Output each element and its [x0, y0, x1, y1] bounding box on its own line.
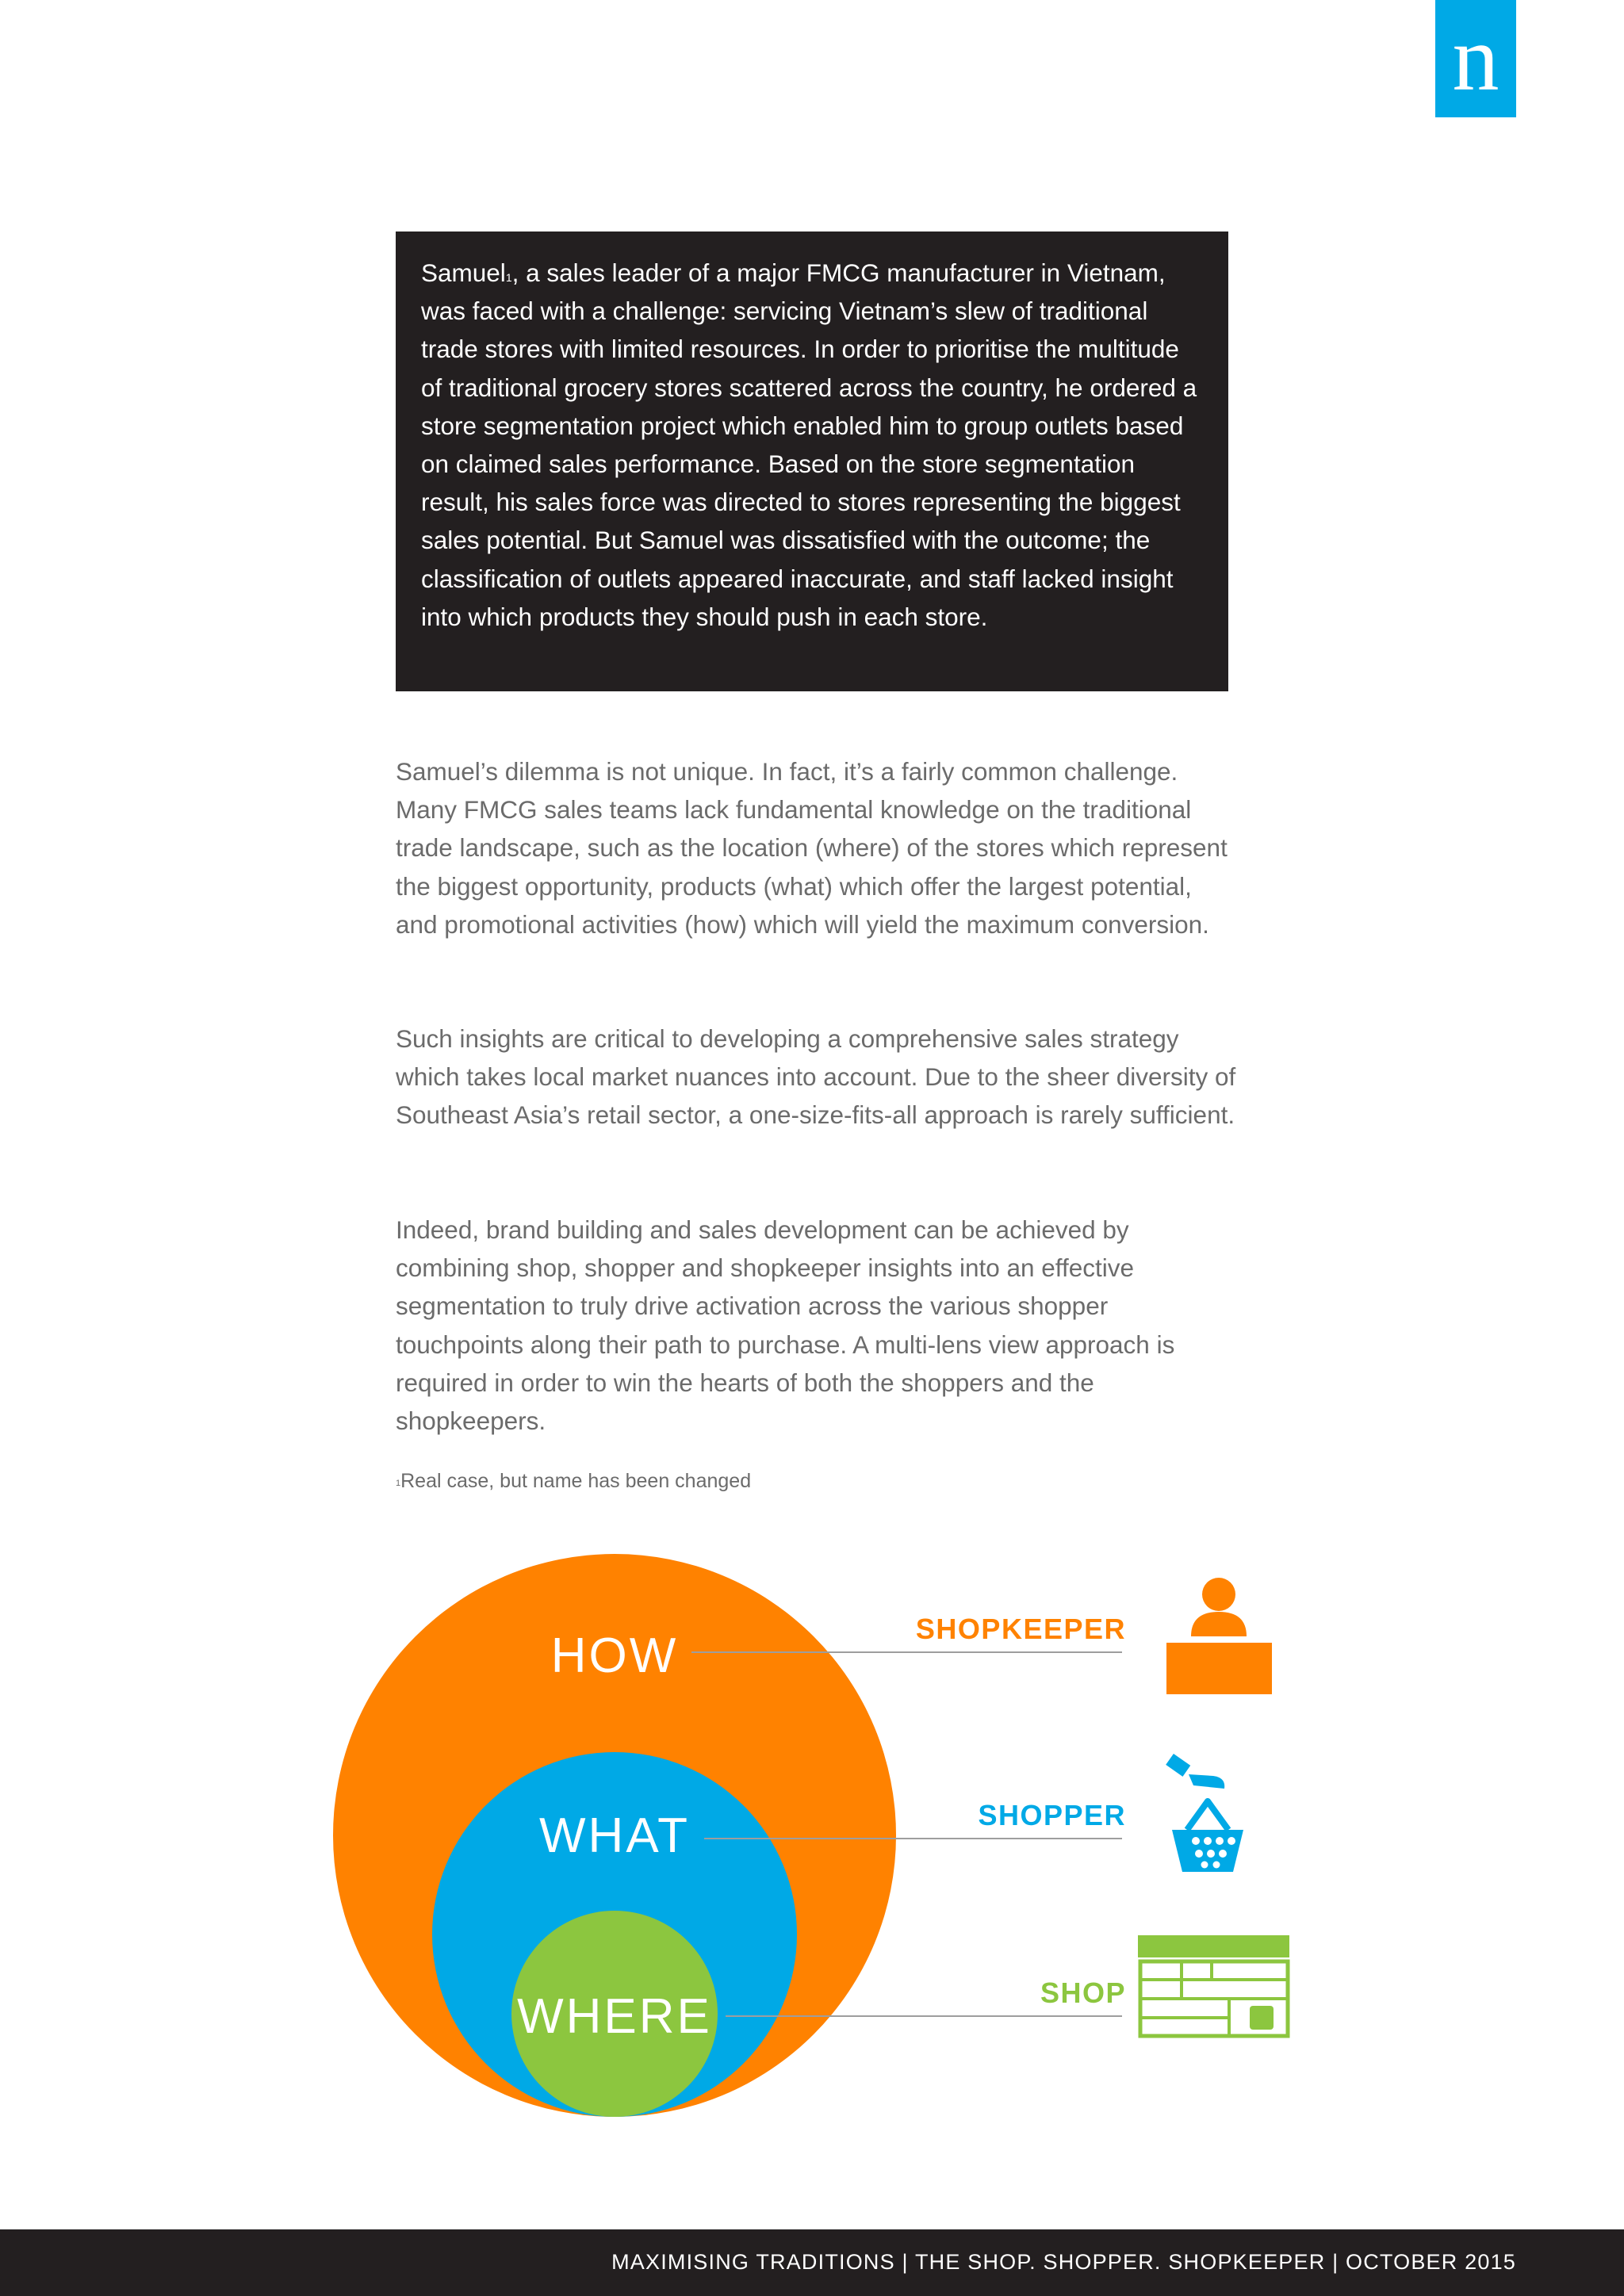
- shop-label: SHOP: [1040, 1976, 1126, 2009]
- where-label: WHERE: [517, 1989, 712, 2044]
- page-footer: [0, 2229, 1624, 2296]
- callout-footnote-marker: 1: [505, 271, 512, 284]
- footer-text: MAXIMISING TRADITIONS | THE SHOP. SHOPPER. SHOPKEEPER | OCTOBER 2015: [611, 2250, 1516, 2274]
- shop-shelf-icon: [1138, 1935, 1289, 2036]
- shopper-label: SHOPPER: [978, 1799, 1126, 1831]
- body-paragraph-3: Indeed, brand building and sales development can be achieved by combining shop, shopper and shopkeeper insights into an effective segmentation to truly drive activation across the various shopper touchpoints along their path to purchase. A multi-lens view approach is required in order to win the hearts of both the shoppers and the shopkeepers.: [396, 1215, 1175, 1436]
- callout-text: , a sales leader of a major FMCG manufacturer in Vietnam, was faced with a challenge: servicing Vietnam’s slew of traditional trade stores with limited resources. In order to prioritise the multitude of traditional grocery stores scattered across the country, he ordered a store segmentation project which enabled him to group outlets based on claimed sales performance. Based on the store segmentation result, his sales force was directed to stores representing the biggest sales potential. But Samuel was dissatisfied with the outcome; the classification of outlets appeared inaccurate, and staff lacked insight into which products they should push in each store.: [421, 258, 1197, 631]
- body-paragraph-2: Such insights are critical to developing a comprehensive sales strategy which takes local market nuances into account. Due to the sheer diversity of Southeast Asia’s retail sector, a one-size-fits-all approach is rarely sufficient.: [396, 1024, 1236, 1130]
- what-label: WHAT: [539, 1808, 690, 1863]
- body-paragraph-1: Samuel’s dilemma is not unique. In fact, it’s a fairly common challenge. Many FMCG sales teams lack fundamental knowledge on the traditional trade landscape, such as the location (where) of the stores which represent the biggest opportunity, products (what) which offer the largest potential, and promotional activities (how) which will yield the maximum conversion.: [396, 757, 1228, 939]
- how-label: HOW: [550, 1628, 679, 1683]
- callout-name: Samuel: [421, 258, 506, 287]
- shopkeeper-icon: [1166, 1578, 1272, 1694]
- shopper-basket-icon: [1166, 1754, 1243, 1872]
- footnote-marker: 1: [396, 1479, 401, 1488]
- footnote-text: Real case, but name has been changed: [400, 1470, 752, 1492]
- logo-letter: n: [1452, 6, 1500, 110]
- shopkeeper-label: SHOPKEEPER: [915, 1613, 1126, 1645]
